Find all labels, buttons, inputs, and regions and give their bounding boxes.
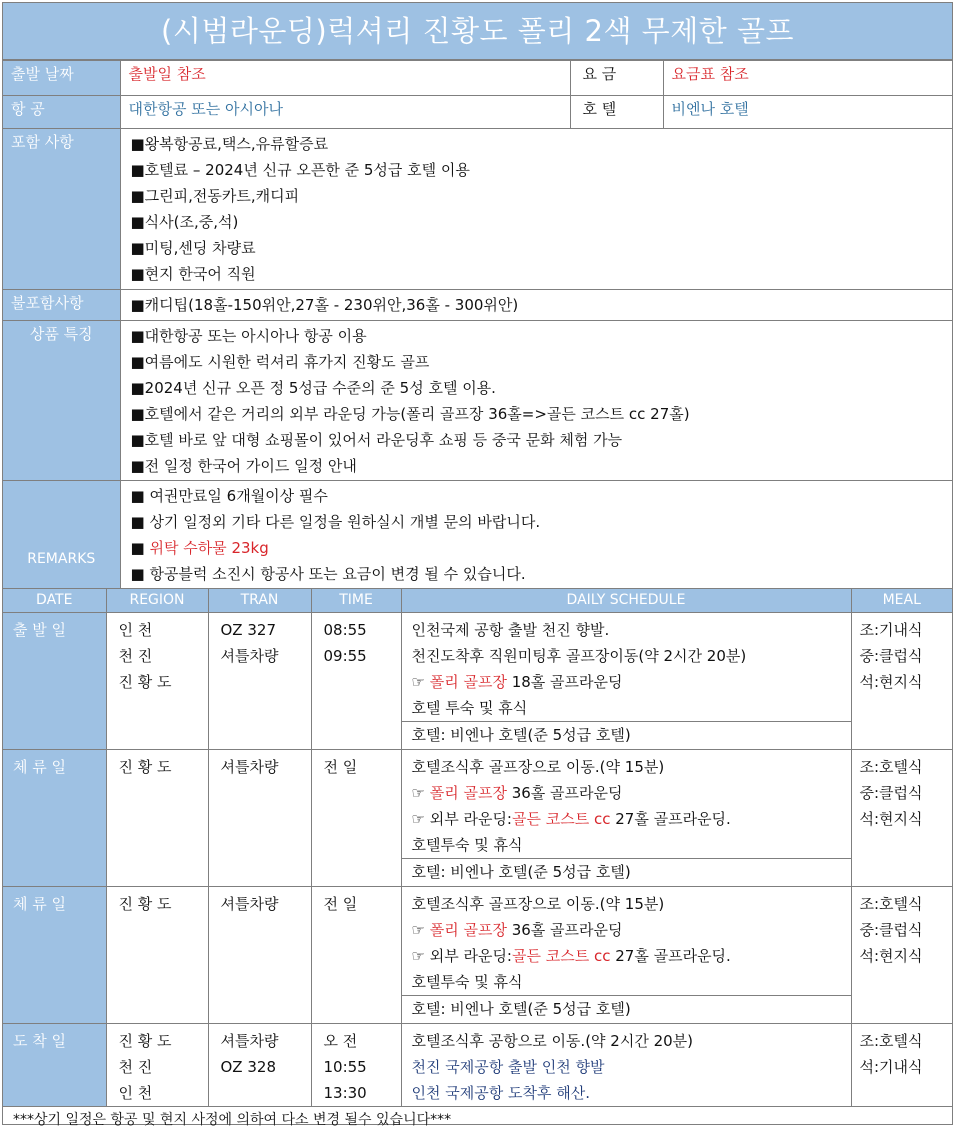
schedule-table	[3, 589, 952, 1107]
schedule-text: 27홀 골프라운딩.	[610, 947, 731, 965]
included-item: ■식사(조,중,석)	[130, 213, 239, 231]
info-table	[3, 60, 952, 589]
remark-item: ■ 여권만료일 6개월이상 필수	[130, 487, 328, 505]
remarks-label: REMARKS	[3, 481, 120, 589]
schedule-line	[412, 780, 851, 806]
schedule-line: 호텔투숙 및 휴식	[411, 836, 523, 854]
time-item: 08:55	[323, 621, 367, 639]
day1-tran	[208, 613, 311, 750]
feature-item: ■호텔에서 같은 거리의 외부 라운딩 가능(폴리 골프장 36홀=>골든 코스트 cc 27홀)	[130, 405, 690, 423]
feature-item: ■여름에도 시원한 럭셔리 휴가지 진황도 골프	[130, 353, 430, 371]
golf-course-name: 폴리 골프장	[429, 673, 507, 691]
included-item: ■왕복항공료,택스,유류할증료	[130, 135, 329, 153]
transport-item: 셔틀차량	[220, 1032, 279, 1050]
day3-hotel: 호텔: 비엔나 호텔(준 5성급 호텔)	[401, 996, 851, 1024]
day1-schedule	[401, 613, 851, 722]
included-item: ■미팅,센딩 차량료	[130, 239, 256, 257]
included-item: ■그린피,전동카트,캐디피	[130, 187, 300, 205]
schedule-line: 인천국제 공항 출발 천진 향발.	[411, 621, 610, 639]
remark-square: ■	[130, 539, 150, 557]
day3-date: 체 류 일	[3, 887, 106, 1024]
time-item: 10:55	[323, 1058, 367, 1076]
excluded-list	[120, 290, 952, 321]
feature-item: ■2024년 신규 오픈 정 5성급 수준의 준 5성 호텔 이용.	[130, 379, 496, 397]
day2-tran	[208, 750, 311, 887]
pointer-text: ☞	[411, 673, 430, 691]
excluded-item: ■캐디팁(18홀-150위안,27홀 - 230위안,36홀 - 300위안)	[130, 296, 519, 314]
day4-meal	[851, 1024, 952, 1107]
golf-course-name: 골든 코스트 cc	[512, 810, 611, 828]
meal-item: 석:현지식	[859, 947, 923, 965]
hotel-value: 비엔나 호텔	[663, 96, 952, 129]
day3-schedule	[401, 887, 851, 996]
meal-item: 중:클럽식	[859, 921, 923, 939]
region-item: 인 천	[118, 1084, 153, 1102]
day3-time	[311, 887, 401, 1024]
pointer-text: ☞ 외부 라운딩:	[411, 810, 512, 828]
day4-tran	[208, 1024, 311, 1107]
region-item: 진 황 도	[118, 895, 172, 913]
meal-item: 석:현지식	[859, 810, 923, 828]
schedule-line: 인천 국제공항 도착후 해산.	[411, 1084, 590, 1102]
remark-item: ■ 항공블럭 소진시 항공사 또는 요금이 변경 될 수 있습니다.	[130, 565, 526, 583]
departure-label: 출발 날짜	[3, 61, 120, 96]
header-meal: MEAL	[851, 589, 952, 613]
time-item: 09:55	[323, 647, 367, 665]
transport-item: 셔틀차량	[220, 758, 279, 776]
day4-date: 도 착 일	[3, 1024, 106, 1107]
remark-item	[131, 535, 953, 561]
meal-item: 조:기내식	[859, 621, 923, 639]
schedule-line: 천진도착후 직원미팅후 골프장이동(약 2시간 20분)	[411, 647, 747, 665]
golf-course-name: 폴리 골프장	[429, 921, 507, 939]
schedule-line: 호텔 투숙 및 휴식	[411, 699, 528, 717]
price-label: 요 금	[570, 61, 663, 96]
day2-schedule	[401, 750, 851, 859]
region-item: 천 진	[118, 647, 153, 665]
day2-meal	[851, 750, 952, 887]
header-time: TIME	[311, 589, 401, 613]
meal-item: 석:현지식	[859, 673, 923, 691]
page-title: (시범라운딩)럭셔리 진황도 폴리 2색 무제한 골프	[3, 3, 952, 60]
time-item: 전 일	[323, 758, 358, 776]
remarks-list	[120, 481, 952, 589]
included-item: ■호텔료 – 2024년 신규 오픈한 준 5성급 호텔 이용	[130, 161, 470, 179]
features-list	[120, 321, 952, 481]
airline-label: 항 공	[3, 96, 120, 129]
header-date: DATE	[3, 589, 106, 613]
schedule-line	[412, 669, 851, 695]
excluded-label: 불포함사항	[3, 290, 120, 321]
time-item: 전 일	[323, 895, 358, 913]
day1-meal	[851, 613, 952, 750]
time-item: 13:30	[323, 1084, 367, 1102]
features-label: 상품 특징	[3, 321, 120, 481]
included-label: 포함 사항	[3, 129, 120, 290]
day4-schedule	[401, 1024, 851, 1107]
meal-item: 조:호텔식	[859, 758, 923, 776]
transport-item: 셔틀차량	[220, 895, 279, 913]
baggage-allowance: 위탁 수하물 23kg	[149, 539, 269, 557]
schedule-line: 천진 국제공항 출발 인천 향발	[411, 1058, 605, 1076]
flight-number: OZ 327	[220, 621, 276, 639]
schedule-text: 18홀 골프라운딩	[506, 673, 623, 691]
day2-region	[106, 750, 208, 887]
schedule-line: 호텔조식후 골프장으로 이동.(약 15분)	[411, 758, 665, 776]
region-item: 진 황 도	[118, 758, 172, 776]
feature-item: ■전 일정 한국어 가이드 일정 안내	[130, 457, 357, 475]
header-region: REGION	[106, 589, 208, 613]
day1-region	[106, 613, 208, 750]
day3-meal	[851, 887, 952, 1024]
schedule-line: 호텔조식후 공항으로 이동.(약 2시간 20분)	[411, 1032, 694, 1050]
day1-date: 출 발 일	[3, 613, 106, 750]
schedule-line: 호텔투숙 및 휴식	[411, 973, 523, 991]
header-tran: TRAN	[208, 589, 311, 613]
footer-notice: ***상기 일정은 항공 및 현지 사정에 의하여 다소 변경 될수 있습니다***	[13, 1112, 452, 1128]
schedule-line	[412, 943, 851, 969]
day2-time	[311, 750, 401, 887]
golf-course-name: 폴리 골프장	[429, 784, 507, 802]
golf-course-name: 골든 코스트 cc	[512, 947, 611, 965]
region-item: 진 황 도	[118, 673, 172, 691]
included-list	[120, 129, 952, 290]
pointer-text: ☞ 외부 라운딩:	[411, 947, 512, 965]
schedule-text: 27홀 골프라운딩.	[610, 810, 731, 828]
departure-value: 출발일 참조	[120, 61, 570, 96]
pointer-text: ☞	[411, 921, 430, 939]
included-item: ■현지 한국어 직원	[130, 265, 256, 283]
feature-item: ■대한항공 또는 아시아나 항공 이용	[130, 327, 367, 345]
hotel-label: 호 텔	[570, 96, 663, 129]
schedule-text: 36홀 골프라운딩	[506, 784, 623, 802]
day3-region	[106, 887, 208, 1024]
price-value: 요금표 참조	[663, 61, 952, 96]
meal-item: 석:기내식	[859, 1058, 923, 1076]
remark-item: ■ 상기 일정외 기타 다른 일정을 원하실시 개별 문의 바랍니다.	[130, 513, 541, 531]
meal-item: 조:호텔식	[859, 895, 923, 913]
flight-number: OZ 328	[220, 1058, 276, 1076]
schedule-line: 호텔조식후 골프장으로 이동.(약 15분)	[411, 895, 665, 913]
pointer-text: ☞	[411, 784, 430, 802]
day4-time	[311, 1024, 401, 1107]
schedule-line	[412, 917, 851, 943]
feature-item: ■호텔 바로 앞 대형 쇼핑몰이 있어서 라운딩후 쇼핑 등 중국 문화 체험 가능	[130, 431, 623, 449]
region-item: 진 황 도	[118, 1032, 172, 1050]
meal-item: 중:클럽식	[859, 784, 923, 802]
day3-tran	[208, 887, 311, 1024]
day1-time	[311, 613, 401, 750]
meal-item: 조:호텔식	[859, 1032, 923, 1050]
schedule-text: 36홀 골프라운딩	[506, 921, 623, 939]
region-item: 천 진	[118, 1058, 153, 1076]
day1-hotel: 호텔: 비엔나 호텔(준 5성급 호텔)	[401, 722, 851, 750]
airline-value: 대한항공 또는 아시아나	[120, 96, 570, 129]
meal-item: 중:클럽식	[859, 647, 923, 665]
region-item: 인 천	[118, 621, 153, 639]
day4-region	[106, 1024, 208, 1107]
time-item: 오 전	[323, 1032, 358, 1050]
header-daily-schedule: DAILY SCHEDULE	[401, 589, 851, 613]
schedule-line	[412, 806, 851, 832]
itinerary-sheet	[2, 2, 953, 1128]
transport-item: 셔틀차량	[220, 647, 279, 665]
day2-hotel: 호텔: 비엔나 호텔(준 5성급 호텔)	[401, 859, 851, 887]
day2-date: 체 류 일	[3, 750, 106, 887]
